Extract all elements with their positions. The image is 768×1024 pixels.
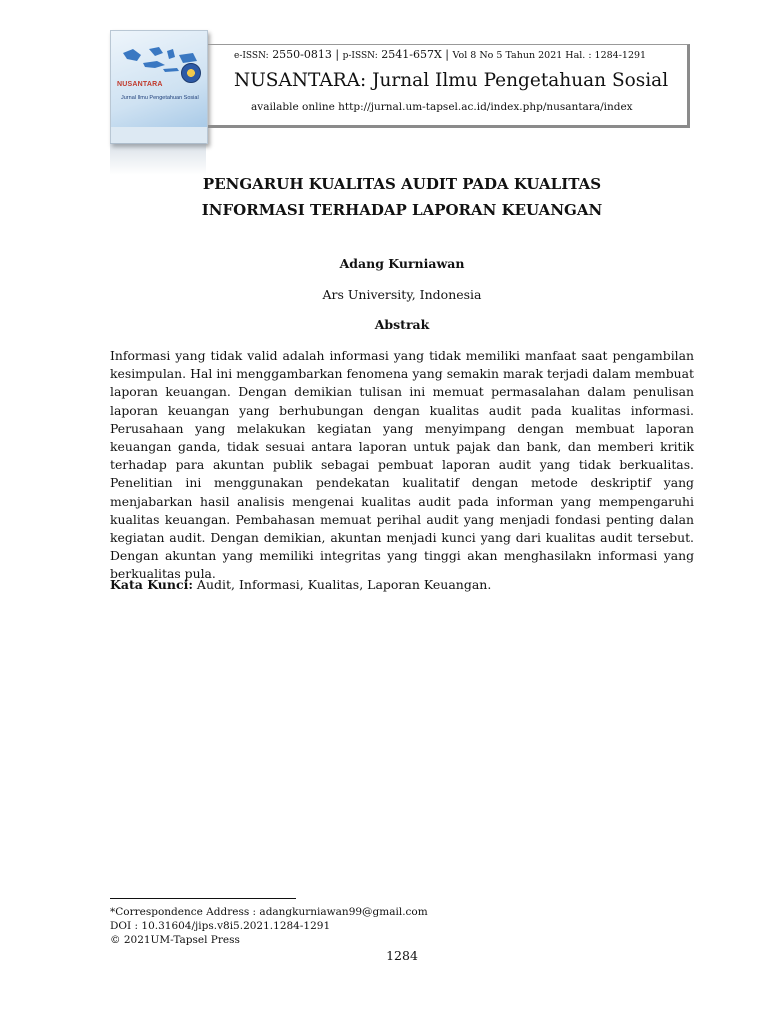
article-title-line-1: PENGARUH KUALITAS AUDIT PADA KUALITAS xyxy=(202,175,602,193)
eissn-value: 2550-0813 xyxy=(272,48,332,61)
volume-info: Vol 8 No 5 Tahun 2021 Hal. : 1284-1291 xyxy=(452,50,647,61)
footnote-divider xyxy=(110,898,296,899)
cover-title: NUSANTARA xyxy=(117,81,163,88)
eissn-label: e-ISSN: xyxy=(234,51,269,61)
page-number: 1284 xyxy=(386,948,418,963)
pissn-value: 2541-657X xyxy=(381,48,442,61)
abstract-heading: Abstrak xyxy=(374,317,430,332)
cover-subtitle: Jurnal Ilmu Pengetahuan Sosial xyxy=(121,95,199,101)
issn-separator: | xyxy=(335,48,340,61)
footnotes xyxy=(110,905,428,947)
author-affiliation: Ars University, Indonesia xyxy=(322,287,482,302)
article-title xyxy=(110,171,694,223)
keywords-list: Audit, Informasi, Kualitas, Laporan Keuangan. xyxy=(196,577,492,592)
doi: DOI : 10.31604/jips.v8i5.2021.1284-1291 xyxy=(110,920,331,932)
cover-footer-band xyxy=(111,127,207,143)
journal-name: NUSANTARA: Jurnal Ilmu Pengetahuan Sosial xyxy=(234,70,669,91)
issn-line xyxy=(234,48,646,61)
journal-cover-image xyxy=(110,30,208,144)
university-seal-icon xyxy=(181,63,201,83)
pissn-label: p-ISSN: xyxy=(342,51,378,61)
keywords xyxy=(110,577,694,592)
author-name: Adang Kurniawan xyxy=(339,256,465,271)
correspondence-address: *Correspondence Address : adangkurniawan99@gmail.com xyxy=(110,906,428,918)
article-title-line-2: INFORMASI TERHADAP LAPORAN KEUANGAN xyxy=(201,201,603,219)
journal-url[interactable]: available online http://jurnal.um-tapsel.ac.id/index.php/nusantara/index xyxy=(251,101,633,113)
copyright: © 2021UM-Tapsel Press xyxy=(110,934,240,946)
keywords-label: Kata Kunci: xyxy=(110,577,193,592)
abstract-text: Informasi yang tidak valid adalah informasi yang tidak memiliki manfaat saat pengambilan kesimpulan. Hal ini menggambarkan fenomena yang semakin marak terjadi dalam membuat laporan keuangan. Dengan demikian tulisan ini memuat permasalahan dalam penulisan laporan keuangan yang berhubungan dengan kualitas audit pada kualitas informasi. Perusahaan yang melakukan kegiatan yang menyimpang dengan membuat laporan keuangan ganda, tidak sesuai antara laporan untuk pajak dan bank, dan memberi kritik terhadap para akuntan publik sebagai pembuat laporan audit yang tidak berkualitas. Penelitian ini menggunakan pendekatan kualitatif dengan metode deskriptif yang menjabarkan hasil analisis mengenai kualitas audit pada informan yang mempengaruhi kualitas keuangan. Pembahasan memuat perihal audit yang menjadi fondasi penting dalan kegiatan audit. Dengan demikian, akuntan menjadi kunci yang dari kualitas audit tersebut. Dengan akuntan yang memiliki integritas yang tinggi akan menghasilakn informasi yang berkualitas pula. xyxy=(110,348,694,582)
volume-separator: | xyxy=(445,48,450,61)
